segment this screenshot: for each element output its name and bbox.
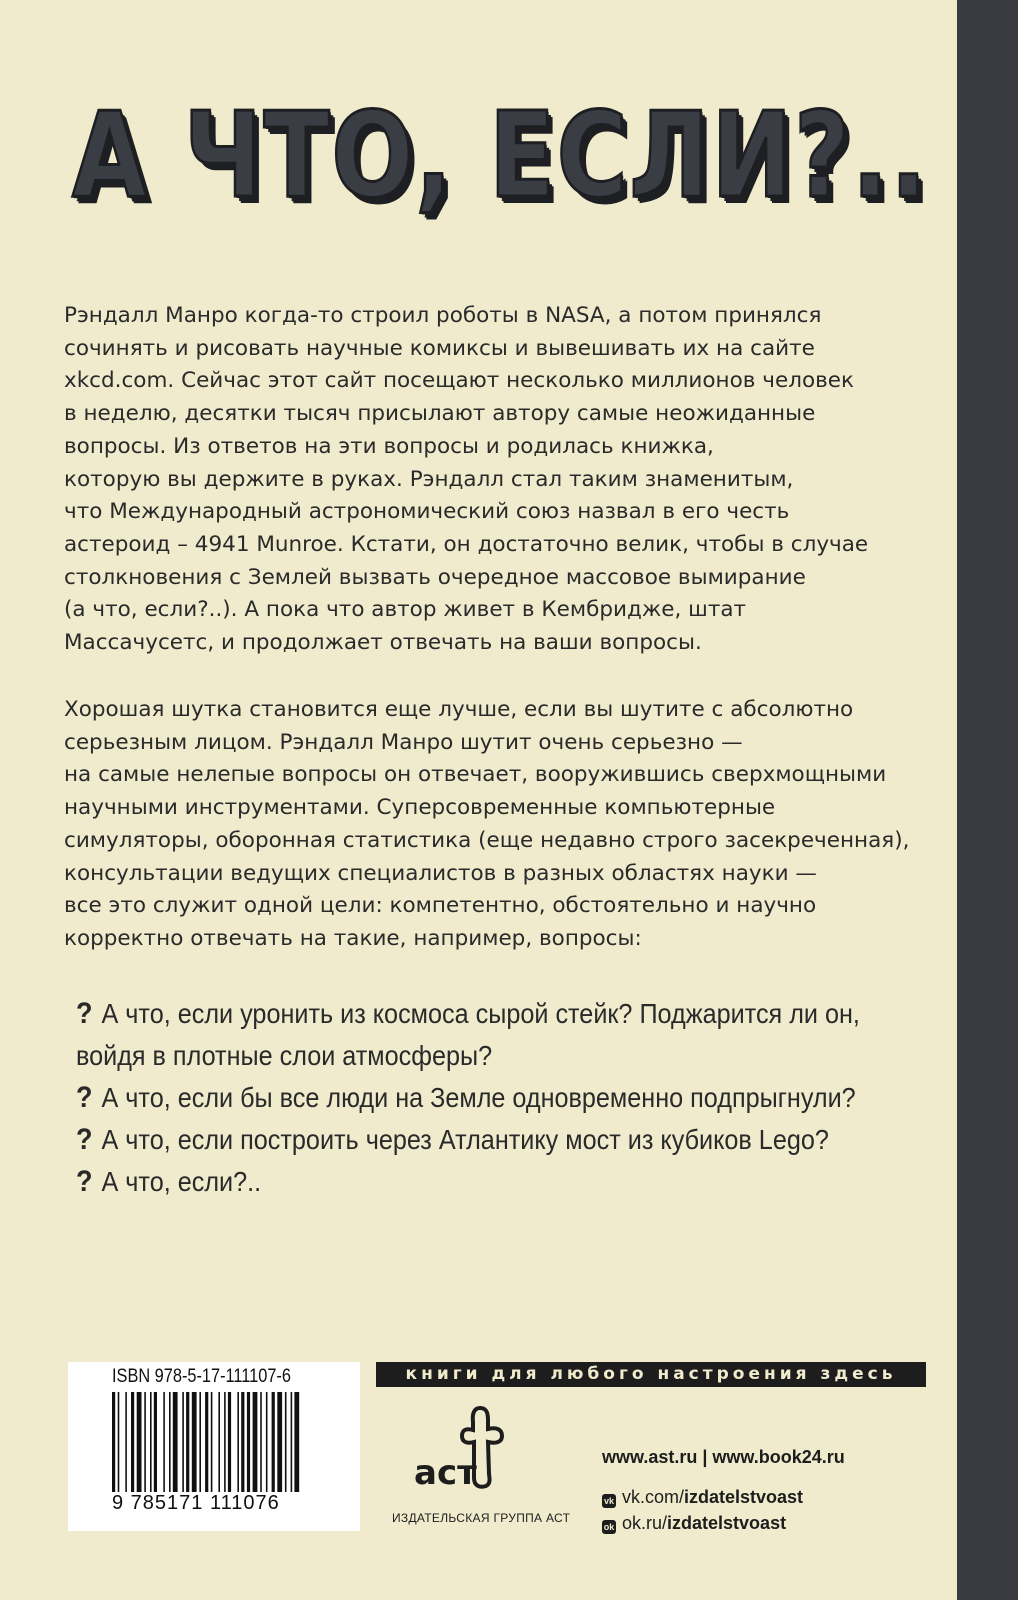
book-spine: [957, 0, 1018, 1600]
question-item: [76, 993, 860, 1035]
question-mark-icon: ?: [76, 1165, 93, 1198]
barcode-panel: [68, 1362, 360, 1531]
paragraph-line: что Международный астрономический союз назвал в его честь: [64, 499, 790, 525]
question-text: А что, если?..: [101, 1166, 262, 1197]
paragraph-line: Рэндалл Манро когда-то строил роботы в NASA, а потом принялся: [64, 303, 822, 328]
paragraph-line: xkcd.com. Сейчас этот сайт посещают несколько миллионов человек: [64, 368, 854, 394]
paragraph-line: Хорошая шутка становится еще лучше, если вы шутите с абсолютно: [64, 697, 854, 722]
question-mark-icon: ?: [76, 1123, 93, 1156]
vk-icon: vk: [603, 1496, 614, 1506]
vk-prefix: vk.com/: [622, 1487, 685, 1507]
paragraph-line: серьезным лицом. Рэндалл Манро шутит очень серьезно —: [64, 729, 743, 755]
ok-link[interactable]: [602, 1510, 845, 1536]
question-item: [76, 1119, 850, 1161]
publisher-links: [602, 1444, 845, 1536]
description-paragraph-1: [64, 300, 924, 660]
question-item: [76, 1077, 856, 1119]
paragraph-line: сочинять и рисовать научные комиксы и вывешивать их на сайте: [64, 335, 815, 361]
ok-prefix: ok.ru/: [622, 1513, 668, 1533]
vk-link[interactable]: [602, 1484, 845, 1510]
ast-logo-text: аст: [414, 1453, 477, 1493]
ok-icon: ok: [603, 1522, 615, 1532]
publisher-name: ИЗДАТЕЛЬСКАЯ ГРУППА АСТ: [392, 1511, 571, 1525]
question-text-continued: войдя в плотные слои атмосферы?: [76, 1040, 493, 1071]
sample-questions-list: [76, 993, 860, 1203]
paragraph-line: (а что, если?..). А пока что автор живет в Кембридже, штат: [64, 597, 747, 623]
website-links[interactable]: www.ast.ru | www.book24.ru: [602, 1447, 845, 1467]
question-item: [76, 1161, 850, 1203]
ok-handle: izdatelstvoast: [667, 1513, 787, 1533]
slogan-banner: книги для любого настроения здесь: [376, 1362, 926, 1387]
paragraph-line: Массачусетс, и продолжает отвечать на ваши вопросы.: [64, 630, 702, 656]
paragraph-line: которую вы держите в руках. Рэндалл стал таким знаменитым,: [64, 466, 794, 492]
paragraph-line: вопросы. Из ответов на эти вопросы и родилась книжка,: [64, 433, 714, 459]
paragraph-line: астероид – 4941 Munroe. Кстати, он достаточно велик, чтобы в случае: [64, 531, 869, 557]
paragraph-line: все это служит одной цели: компетентно, обстоятельно и научно: [64, 893, 817, 919]
question-mark-icon: ?: [76, 997, 93, 1030]
paragraph-line: на самые нелепые вопросы он отвечает, вооружившись сверхмощными: [64, 762, 887, 788]
description-paragraph-2: [64, 694, 924, 956]
paragraph-line: столкновения с Землей вызвать очередное массовое вымирание: [64, 564, 806, 590]
question-text: А что, если уронить из космоса сырой стейк? Поджарится ли он,: [101, 998, 860, 1029]
paragraph-line: симуляторы, оборонная статистика (еще недавно строго засекреченная),: [64, 827, 910, 853]
question-text: А что, если бы все люди на Земле одновременно подпрыгнули?: [101, 1082, 856, 1113]
barcode-number: 9 785171 111076: [112, 1492, 280, 1514]
paragraph-line: научными инструментами. Суперсовременные компьютерные: [64, 795, 776, 821]
ast-logo-icon: [410, 1400, 520, 1500]
isbn-label: ISBN 978-5-17-111107-6: [112, 1366, 291, 1387]
cover-title: А ЧТО, ЕСЛИ?..: [72, 86, 929, 224]
vk-handle: izdatelstvoast: [684, 1487, 804, 1507]
paragraph-line: в неделю, десятки тысяч присылают автору самые неожиданные: [64, 401, 816, 427]
paragraph-line: корректно отвечать на такие, например, вопросы:: [64, 925, 642, 951]
question-text: А что, если построить через Атлантику мост из кубиков Lego?: [101, 1124, 829, 1155]
question-mark-icon: ?: [76, 1081, 93, 1114]
barcode-icon: [112, 1392, 348, 1492]
paragraph-line: консультации ведущих специалистов в разных областях науки —: [64, 860, 817, 886]
